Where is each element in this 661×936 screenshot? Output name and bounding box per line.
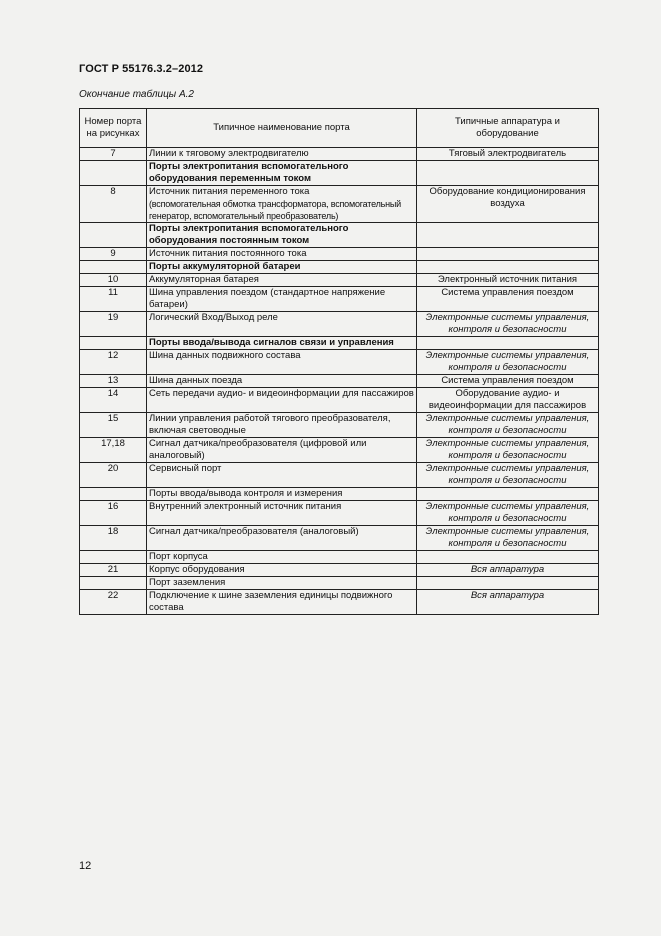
table-row xyxy=(80,526,599,551)
port-number xyxy=(80,337,147,350)
port-equipment xyxy=(417,248,599,261)
port-number: 19 xyxy=(80,312,147,337)
port-equipment: Электронный источник питания xyxy=(417,274,599,287)
port-equipment: Электронные системы управления, контроля и безопасности xyxy=(417,413,599,438)
port-group-name: Порт заземления xyxy=(147,577,417,590)
port-equipment: Электронные системы управления, контроля и безопасности xyxy=(417,350,599,375)
port-equipment: Система управления поездом xyxy=(417,375,599,388)
port-number: 12 xyxy=(80,350,147,375)
port-number: 10 xyxy=(80,274,147,287)
port-equipment: Электронные системы управления, контроля и безопасности xyxy=(417,438,599,463)
header-port-number xyxy=(80,109,147,148)
port-name: Сеть передачи аудио- и видеоинформации для пассажиров xyxy=(147,388,417,413)
port-name: Сигнал датчика/преобразователя (цифровой или аналоговый) xyxy=(147,438,417,463)
port-number xyxy=(80,551,147,564)
port-group-name: Порты электропитания вспомогательного оборудования постоянным током xyxy=(147,223,417,248)
table-row xyxy=(80,350,599,375)
port-name: Шина данных поезда xyxy=(147,375,417,388)
table-header-row xyxy=(80,109,599,148)
port-name: Линии к тяговому электродвигателю xyxy=(147,148,417,161)
table-group-row xyxy=(80,488,599,501)
port-equipment: Тяговый электродвигатель xyxy=(417,148,599,161)
port-name: Источник питания постоянного тока xyxy=(147,248,417,261)
port-equipment xyxy=(417,161,599,186)
port-number xyxy=(80,488,147,501)
header-port-number-label: Номер порта на рисунках xyxy=(84,116,142,139)
port-number: 14 xyxy=(80,388,147,413)
port-name: Сигнал датчика/преобразователя (аналоговый) xyxy=(147,526,417,551)
table-row xyxy=(80,375,599,388)
table-row xyxy=(80,274,599,287)
table-group-row xyxy=(80,223,599,248)
port-name: Аккумуляторная батарея xyxy=(147,274,417,287)
port-equipment xyxy=(417,337,599,350)
table-row xyxy=(80,501,599,526)
port-name: Корпус оборудования xyxy=(147,564,417,577)
table-row xyxy=(80,463,599,488)
port-number: 22 xyxy=(80,590,147,615)
port-number: 11 xyxy=(80,287,147,312)
port-number: 15 xyxy=(80,413,147,438)
port-equipment xyxy=(417,488,599,501)
port-equipment: Электронные системы управления, контроля и безопасности xyxy=(417,526,599,551)
port-group-name: Порты электропитания вспомогательного оборудования переменным током xyxy=(147,161,417,186)
port-equipment: Вся аппаратура xyxy=(417,564,599,577)
port-number: 17,18 xyxy=(80,438,147,463)
port-number: 7 xyxy=(80,148,147,161)
table-row xyxy=(80,186,599,223)
port-equipment xyxy=(417,223,599,248)
port-equipment: Вся аппаратура xyxy=(417,590,599,615)
table-row xyxy=(80,388,599,413)
port-number: 8 xyxy=(80,186,147,223)
page-number: 12 xyxy=(79,860,92,872)
port-equipment: Оборудование кондиционирования воздуха xyxy=(417,186,599,223)
port-number: 9 xyxy=(80,248,147,261)
port-number xyxy=(80,577,147,590)
port-name: Логический Вход/Выход реле xyxy=(147,312,417,337)
table-row xyxy=(80,590,599,615)
port-equipment xyxy=(417,261,599,274)
port-equipment: Электронные системы управления, контроля и безопасности xyxy=(417,501,599,526)
port-name-note: (вспомогательная обмотка трансформатора, вспомогательный генератор, вспомогательный преобразователь) xyxy=(149,199,402,221)
port-equipment: Система управления поездом xyxy=(417,287,599,312)
port-name: Шина данных подвижного состава xyxy=(147,350,417,375)
table-group-row xyxy=(80,337,599,350)
port-equipment: Электронные системы управления, контроля и безопасности xyxy=(417,312,599,337)
header-equipment-label: Типичные аппаратура и оборудование xyxy=(455,116,560,139)
port-name: Подключение к шине заземления единицы подвижного состава xyxy=(147,590,417,615)
port-name: Внутренний электронный источник питания xyxy=(147,501,417,526)
table-group-row xyxy=(80,551,599,564)
table-row xyxy=(80,248,599,261)
port-number: 20 xyxy=(80,463,147,488)
port-group-name: Порты ввода/вывода контроля и измерения xyxy=(147,488,417,501)
port-group-name: Порты аккумуляторной батареи xyxy=(147,261,417,274)
port-number xyxy=(80,261,147,274)
header-equipment xyxy=(417,109,599,148)
port-equipment: Электронные системы управления, контроля и безопасности xyxy=(417,463,599,488)
table-row xyxy=(80,148,599,161)
port-name: Сервисный порт xyxy=(147,463,417,488)
port-group-name: Порт корпуса xyxy=(147,551,417,564)
port-equipment xyxy=(417,551,599,564)
table-caption: Окончание таблицы А.2 xyxy=(79,89,194,100)
header-port-name-label: Типичное наименование порта xyxy=(213,122,350,133)
port-equipment xyxy=(417,577,599,590)
port-number xyxy=(80,223,147,248)
port-group-name: Порты ввода/вывода сигналов связи и управления xyxy=(147,337,417,350)
port-number: 13 xyxy=(80,375,147,388)
port-name-main: Источник питания переменного тока xyxy=(149,186,310,197)
table-row xyxy=(80,438,599,463)
port-name xyxy=(147,186,417,223)
header-port-name xyxy=(147,109,417,148)
port-equipment: Оборудование аудио- и видеоинформации для пассажиров xyxy=(417,388,599,413)
ports-table xyxy=(79,108,599,615)
table-row xyxy=(80,564,599,577)
port-number: 18 xyxy=(80,526,147,551)
port-name: Шина управления поездом (стандартное напряжение батареи) xyxy=(147,287,417,312)
port-name: Линии управления работой тягового преобразователя, включая световодные xyxy=(147,413,417,438)
table-group-row xyxy=(80,261,599,274)
table-row xyxy=(80,287,599,312)
table-group-row xyxy=(80,161,599,186)
table-row xyxy=(80,312,599,337)
port-number: 21 xyxy=(80,564,147,577)
document-code: ГОСТ Р 55176.3.2–2012 xyxy=(79,63,204,75)
table-row xyxy=(80,413,599,438)
port-number: 16 xyxy=(80,501,147,526)
port-number xyxy=(80,161,147,186)
table-group-row xyxy=(80,577,599,590)
